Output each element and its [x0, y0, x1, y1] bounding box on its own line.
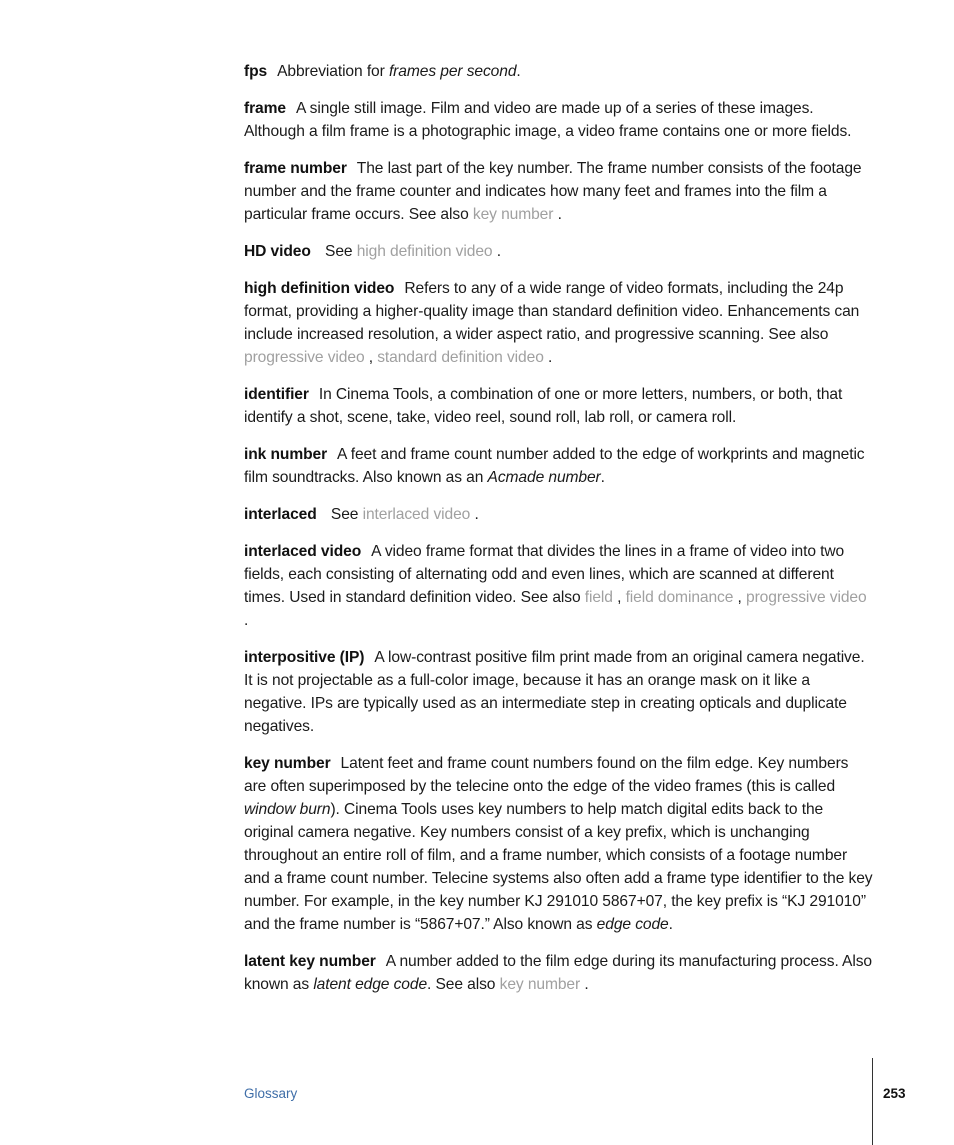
glossary-term: interlaced	[244, 506, 317, 523]
glossary-term: fps	[244, 63, 268, 80]
glossary-entry	[244, 443, 874, 489]
definition-text: A single still image. Film and video are made up of a series of these images. Although a film frame is a photographic image, a video frame contains one or more fields.	[244, 100, 852, 140]
definition-text: See	[326, 506, 363, 523]
glossary-term: ink number	[244, 446, 328, 463]
definition-text: Abbreviation for	[277, 63, 389, 80]
glossary-term: HD video	[244, 243, 311, 260]
definition-text: Refers to any of a wide range of video formats, including the 24p format, providing a higher-quality image than standard definition video. Enhancements can include increased resolution, a wider aspect ratio, and progressive scanning. See also	[244, 280, 860, 343]
definition-text: ,	[733, 589, 747, 606]
definition-text: .	[553, 206, 562, 223]
glossary-term: frame	[244, 100, 286, 117]
definition-text: .	[244, 612, 249, 629]
glossary-entry	[244, 60, 874, 83]
cross-reference-link[interactable]: interlaced video	[362, 506, 471, 523]
glossary-entry	[244, 383, 874, 429]
glossary-entry	[244, 950, 874, 996]
glossary-term: key number	[244, 755, 331, 772]
glossary-term: latent key number	[244, 953, 376, 970]
definition-text: .	[580, 976, 589, 993]
glossary-entry	[244, 97, 874, 143]
footer-section-label: Glossary	[244, 1086, 298, 1101]
definition-text: ). Cinema Tools uses key numbers to help match digital edits back to the original camera negative. Key numbers consist of a key prefix, which is unchanging throughout an entire roll of film, and a frame number, which consists of a footage number and a frame count number. Telecine systems also often add a frame type identifier to the key number. For example, in the key number KJ 291010 5867+07, the key prefix is “KJ 291010” and the frame number is “5867+07.” Also known as	[244, 801, 873, 933]
definition-text: .	[470, 506, 479, 523]
cross-reference-link[interactable]: progressive video	[746, 589, 867, 606]
definition-text: .	[516, 63, 521, 80]
definition-text: A number added to the film edge during its manufacturing process. Also known as	[244, 953, 872, 993]
emphasized-term: edge code	[596, 916, 669, 933]
definition-text: .	[600, 469, 605, 486]
definition-text: ,	[364, 349, 378, 366]
emphasized-term: Acmade number	[487, 469, 601, 486]
definition-text: Latent feet and frame count numbers found on the film edge. Key numbers are often superimposed by the telecine onto the edge of the video frames (this is called	[244, 755, 849, 795]
emphasized-term: frames per second	[388, 63, 517, 80]
glossary-entry	[244, 240, 874, 263]
cross-reference-link[interactable]: field dominance	[625, 589, 734, 606]
definition-text: . See also	[427, 976, 500, 993]
glossary-term: interpositive (IP)	[244, 649, 365, 666]
cross-reference-link[interactable]: field	[584, 589, 613, 606]
glossary-term: frame number	[244, 160, 347, 177]
emphasized-term: latent edge code	[313, 976, 428, 993]
definition-text: .	[668, 916, 673, 933]
glossary-term: interlaced video	[244, 543, 362, 560]
cross-reference-link[interactable]: progressive video	[244, 349, 365, 366]
glossary-entry	[244, 157, 874, 226]
emphasized-term: window burn	[244, 801, 331, 818]
cross-reference-link[interactable]: high definition video	[356, 243, 493, 260]
definition-text: A low-contrast positive film print made from an original camera negative. It is not projectable as a full-color image, because it has an orange mask on it like a negative. IPs are typically used as an intermediate step in creating opticals and duplicate negatives.	[244, 649, 865, 735]
cross-reference-link[interactable]: key number	[472, 206, 554, 223]
glossary-term: high definition video	[244, 280, 395, 297]
definition-text: The last part of the key number. The frame number consists of the footage number and the frame counter and indicates how many feet and frames into the film a particular frame occurs. See also	[244, 160, 862, 223]
definition-text: A feet and frame count number added to the edge of workprints and magnetic film soundtracks. Also known as an	[244, 446, 865, 486]
page-number: 253	[883, 1086, 906, 1101]
glossary-entry	[244, 503, 874, 526]
glossary-entry	[244, 277, 874, 369]
footer-divider	[872, 1058, 873, 1145]
definition-text: ,	[612, 589, 626, 606]
glossary-entry	[244, 752, 874, 936]
definition-text: .	[543, 349, 553, 366]
glossary-term: identifier	[244, 386, 309, 403]
definition-text: A video frame format that divides the lines in a frame of video into two fields, each consisting of alternating odd and even lines, which are scanned at different times. Used in standard definition video. See also	[244, 543, 845, 606]
glossary-entry	[244, 540, 874, 632]
definition-text: .	[492, 243, 501, 260]
glossary-entry	[244, 646, 874, 738]
cross-reference-link[interactable]: key number	[499, 976, 581, 993]
definition-text: In Cinema Tools, a combination of one or more letters, numbers, or both, that identify a shot, scene, take, video reel, sound roll, lab roll, or camera roll.	[244, 386, 843, 426]
definition-text: See	[320, 243, 357, 260]
glossary-content	[244, 60, 874, 1010]
cross-reference-link[interactable]: standard definition video	[377, 349, 544, 366]
